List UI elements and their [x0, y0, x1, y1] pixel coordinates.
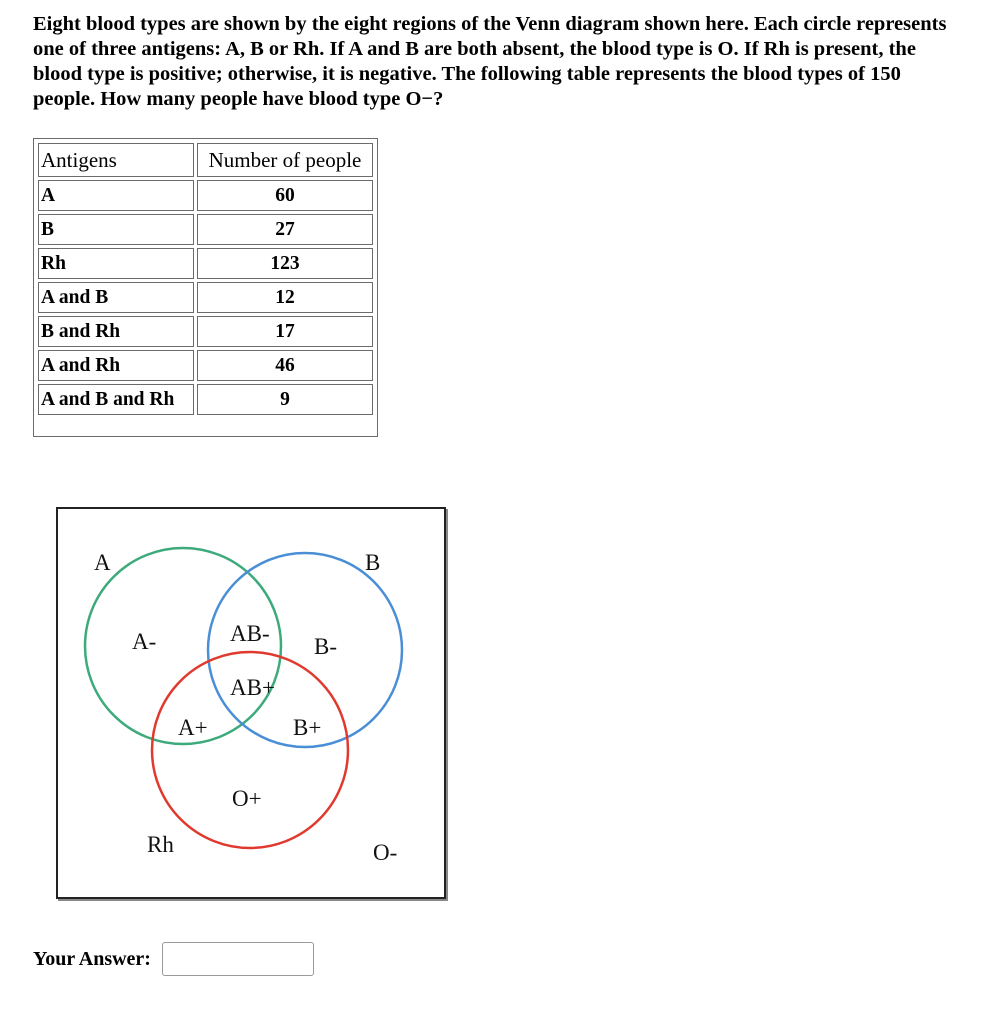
venn-diagram [56, 507, 446, 899]
antigen-cell: A and Rh [38, 350, 194, 381]
count-cell: 60 [197, 180, 373, 211]
answer-label: Your Answer: [33, 947, 151, 970]
count-cell: 17 [197, 316, 373, 347]
count-cell: 9 [197, 384, 373, 415]
antigen-cell: Rh [38, 248, 194, 279]
antigen-table [33, 138, 378, 437]
header-antigens: Antigens [38, 143, 194, 177]
label-circle-a: A [94, 550, 111, 575]
table-row [38, 248, 373, 279]
table-row [38, 214, 373, 245]
count-cell: 12 [197, 282, 373, 313]
region-a-pos: A+ [178, 715, 208, 740]
region-b-pos: B+ [293, 715, 322, 740]
question-text: Eight blood types are shown by the eight regions of the Venn diagram shown here. Each circle represents one of three antigens: A, B or Rh. If A and B are both absent, the blood type is O. If Rh is present, the blood type is positive; otherwise, it is negative. The following table represents the blood types of 150 people. How many people have blood type O−? [33, 13, 947, 110]
table-row [38, 180, 373, 211]
region-ab-neg: AB- [230, 621, 270, 646]
table-row [38, 384, 373, 415]
table-header-row [38, 143, 373, 177]
region-a-neg: A- [132, 629, 157, 654]
label-circle-rh: Rh [147, 832, 174, 857]
venn-svg [58, 509, 444, 897]
answer-input[interactable] [162, 942, 314, 976]
table-row [38, 316, 373, 347]
antigen-cell: A [38, 180, 194, 211]
answer-row [33, 942, 314, 976]
count-cell: 46 [197, 350, 373, 381]
antigen-cell: B [38, 214, 194, 245]
header-number-of-people: Number of people [197, 143, 373, 177]
count-cell: 27 [197, 214, 373, 245]
table-row [38, 350, 373, 381]
antigen-cell: A and B [38, 282, 194, 313]
region-o-pos: O+ [232, 786, 262, 811]
label-circle-b: B [365, 550, 381, 575]
count-cell: 123 [197, 248, 373, 279]
region-ab-pos: AB+ [230, 675, 275, 700]
region-b-neg: B- [314, 634, 337, 659]
antigen-cell: A and B and Rh [38, 384, 194, 415]
antigen-cell: B and Rh [38, 316, 194, 347]
table-row [38, 282, 373, 313]
region-o-neg: O- [373, 840, 398, 865]
